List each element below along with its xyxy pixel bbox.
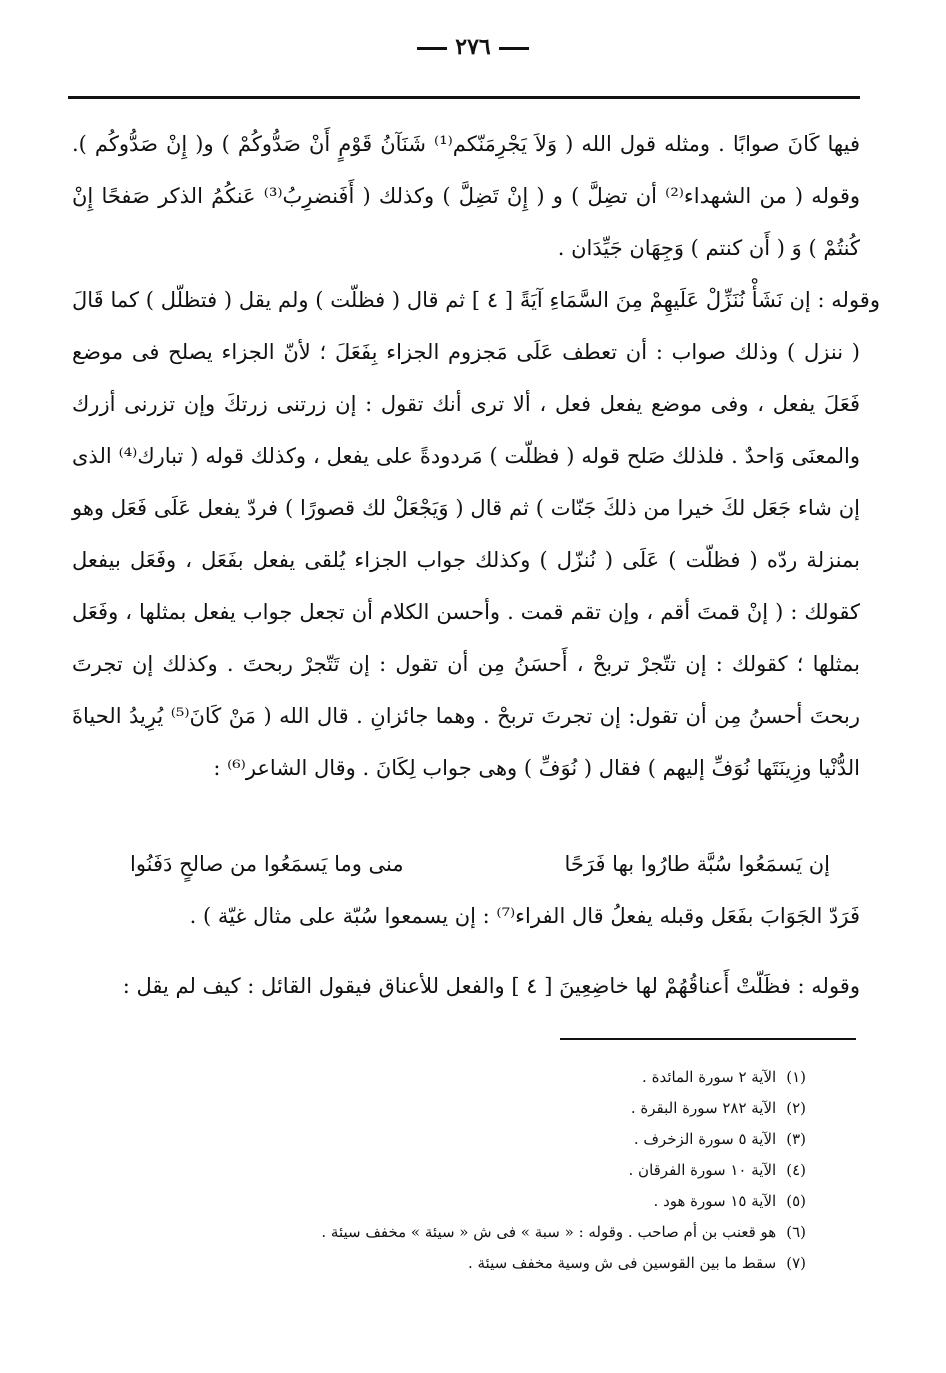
header-dash-right: [499, 47, 529, 50]
footnote-text: هو قعنب بن أم صاحب . وقوله : « سبة » فى ش « سيئة » مخفف سيئة .: [321, 1223, 777, 1241]
main-text: [72, 118, 880, 794]
footnote-item: [240, 1155, 806, 1186]
footnote-text: الآية ١٥ سورة هود .: [653, 1192, 777, 1210]
footnote-number: (٦): [786, 1223, 806, 1241]
footnotes: [240, 1062, 806, 1279]
poetry-verse: [130, 838, 830, 890]
footnote-item: [240, 1186, 806, 1217]
paragraph-1: فيها كَانَ صوابًا . ومثله قول الله ( وَلاَ يَجْرِمَنّكم⁽¹⁾ شَنَآنُ قَوْمٍ أَنْ صَدُّوكُمْ ) و( إِنْ صَدُّوكُم ). وقوله ( من الشهداء⁽²⁾ أن تضِلَّ ) و ( إِنْ تَضِلَّ ) وكذلك ( أَفَنضرِبُ⁽³⁾ عَنكُمُ الذكر صَفحًا إِنْ كُنتُمْ ) وَ ( أَن كنتم ) وَجِهَان جَيِّدَان .: [72, 132, 860, 260]
verse-hemistich-2: منى وما يَسمَعُوا من صالحٍ دَفَنُوا: [130, 852, 404, 876]
footnote-item: [240, 1093, 806, 1124]
footnote-item: [240, 1124, 806, 1155]
page-number: ٢٧٦: [455, 34, 491, 60]
header-dash-left: [417, 47, 447, 50]
page-header: [0, 34, 946, 60]
footnote-number: (٤): [786, 1161, 806, 1179]
footnote-item: [240, 1217, 806, 1248]
footnote-item: [240, 1248, 806, 1279]
footnote-text: الآية ٢٨٢ سورة البقرة .: [630, 1099, 777, 1117]
post-verse-line: فَرَدّ الجَوَابَ بفَعَل وقبله يفعلُ قال الفراء⁽⁷⁾ : إن يسمعوا سُبّة على مثال غيّة ) .: [189, 904, 860, 928]
footnote-text: الآية ٢ سورة المائدة .: [642, 1068, 777, 1086]
footnote-rule: [560, 1038, 856, 1040]
paragraph-2: وقوله : إن نَشَأْ نُنَزِّلْ عَلَيهِمْ مِنَ السَّمَاءِ آيَةً [ ٤ ] ثم قال ( فظلّت ) ولم يقل ( فتظلّل ) كما قَالَ ( ننزل ) وذلك صواب : أن تعطف عَلَى مَجزوم الجزاء بِفَعَلَ ؛ لأنّ الجزاء يصلح فى موضع فَعَلَ يفعل ، وفى موضع يفعل فعل ، ألا ترى أنك تقول : إن زرتنى زرتكَ وإن تزرنى أزرك والمعنَى وَاحدٌ . فلذلك صَلح قوله ( فظلّت ) مَردودةً على يفعل ، وكذلك قوله ( تبارك⁽⁴⁾ الذى إن شاء جَعَل لكَ خيرا من ذلكَ جَنّات ) ثم قال ( وَيَجْعَلْ لك قصورًا ) فردّ يفعل عَلَى فَعَل وهو بمنزلة ردّه ( فظلّت ) عَلَى ( نُنزّل ) وكذلك جواب الجزاء يُلقى يفعل بفَعَل ، وفَعَل بيفعل كقولك : ( إنْ قمتَ أقم ، وإن تقم قمت . وأحسن الكلام أن تجعل جواب يفعل بمثلها ، وفَعَل بمثلها ؛ كقولك : إن تتّجرْ تربحْ ، أَحسَنُ مِن أن تقول : إن تَتّجرْ ربحتَ . وكذلك إن تجرتَ ربحتَ أحسنُ مِن أن تقول: إن تجرتَ تربحْ . وهما جائزانِ . قال الله ( مَنْ كَانَ⁽⁵⁾ يُرِيدُ الحياةَ الدُّنْيا وزِينَتَها نُوَفِّ إليهم ) فقال ( نُوَفِّ ) وهى جواب لِكَانَ . وقال الشاعر⁽⁶⁾ :: [72, 288, 880, 780]
footnote-number: (١): [786, 1068, 806, 1086]
footnote-number: (٢): [786, 1099, 806, 1117]
header-rule: [68, 96, 860, 99]
footnote-number: (٧): [786, 1254, 806, 1272]
closing-line: وقوله : فظَلّتْ أَعناقُهُمْ لها خاضِعِينَ [ ٤ ] والفعل للأعناق فيقول القائل : كيف لم يقل :: [122, 974, 860, 998]
verse-hemistich-1: إن يَسمَعُوا سُبَّة طارُوا بها فَرَحًا: [564, 852, 830, 876]
footnote-item: [240, 1062, 806, 1093]
footnote-text: الآية ١٠ سورة الفرقان .: [628, 1161, 777, 1179]
footnote-text: سقط ما بين القوسين فى ش وسية مخفف سيئة .: [467, 1254, 777, 1272]
footnote-number: (٥): [786, 1192, 806, 1210]
footnote-number: (٣): [786, 1130, 806, 1148]
footnote-text: الآية ٥ سورة الزخرف .: [633, 1130, 777, 1148]
